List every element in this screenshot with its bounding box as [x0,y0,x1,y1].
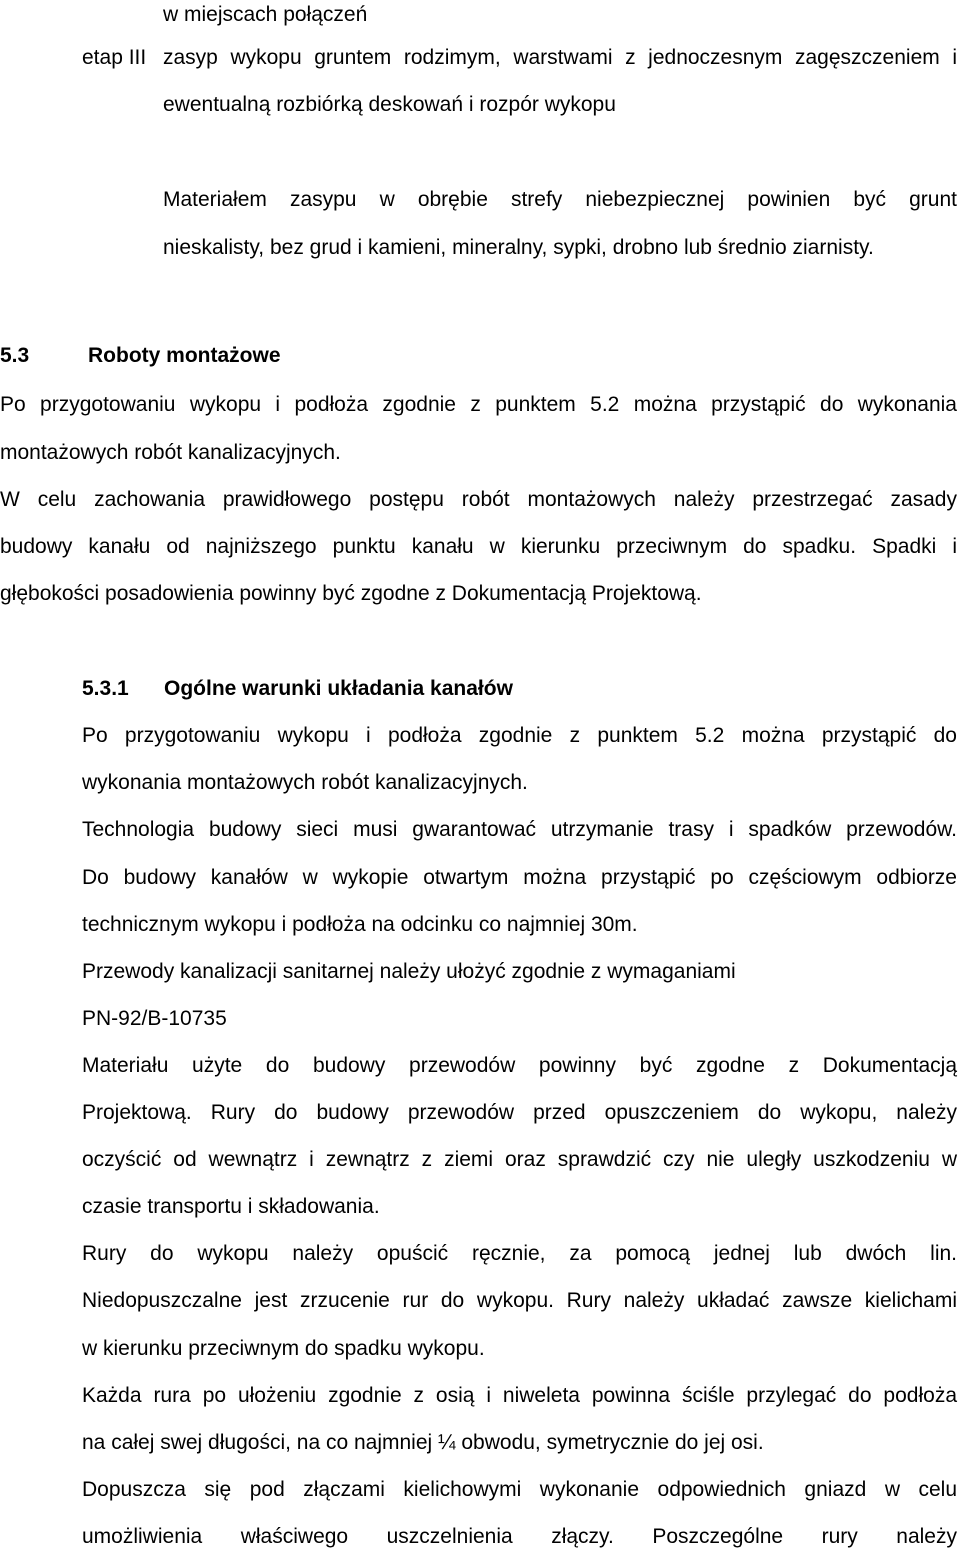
text-line: budowy kanału od najniższego punktu kanału w kierunku przeciwnym do spadku. Spadki i [0,535,957,558]
text-line: montażowych robót kanalizacyjnych. [0,441,341,464]
text-line: Po przygotowaniu wykopu i podłoża zgodnie z punktem 5.2 można przystąpić do [82,724,957,747]
text-line: Materiału użyte do budowy przewodów powinny być zgodne z Dokumentacją [82,1054,957,1077]
section-number: 5.3 [0,344,30,367]
text-line: Każda rura po ułożeniu zgodnie z osią i niweleta powinna ściśle przylegać do podłoża [82,1384,957,1407]
section-heading [0,342,281,370]
text-line: w kierunku przeciwnym do spadku wykopu. [82,1337,485,1360]
text-line: W celu zachowania prawidłowego postępu robót montażowych należy przestrzegać zasady [0,488,957,511]
text-line: wykonania montażowych robót kanalizacyjnych. [82,771,528,794]
text-line: PN-92/B-10735 [82,1007,227,1030]
text-line: Dopuszcza się pod złączami kielichowymi wykonanie odpowiednich gniazd w celu [82,1478,957,1501]
text-line: Technologia budowy sieci musi gwarantować utrzymanie trasy i spadków przewodów. [82,818,957,841]
subsection-title: Ogólne warunki układania kanałów [164,677,513,700]
text-line: umożliwienia właściwego uszczelnienia złączy. Poszczególne rury należy [82,1525,957,1548]
text-line: na całej swej długości, na co najmniej ¼ obwodu, symetrycznie do jej osi. [82,1431,764,1454]
subsection-heading [82,675,513,703]
text-line: Niedopuszczalne jest zrzucenie rur do wykopu. Rury należy układać zawsze kielichami [82,1289,957,1312]
subsection-number: 5.3.1 [82,677,129,700]
stage-label: etap III [82,46,147,69]
text-line: Projektową. Rury do budowy przewodów przed opuszczeniem do wykopu, należy [82,1101,957,1124]
text-line: oczyścić od wewnątrz i zewnątrz z ziemi oraz sprawdzić czy nie uległy uszkodzeniu w [82,1148,957,1171]
text-line: Po przygotowaniu wykopu i podłoża zgodnie z punktem 5.2 można przystąpić do wykonania [0,393,957,416]
text-line: Rury do wykopu należy opuścić ręcznie, za pomocą jednej lub dwóch lin. [82,1242,957,1265]
text-line: czasie transportu i składowania. [82,1195,380,1218]
text-line: Materiałem zasypu w obrębie strefy niebezpiecznej powinien być grunt [163,188,957,211]
section-title: Roboty montażowe [88,344,281,367]
text-line: głębokości posadowienia powinny być zgodne z Dokumentacją Projektową. [0,582,702,605]
text-line: zasyp wykopu gruntem rodzimym, warstwami z jednoczesnym zagęszczeniem i [163,46,957,69]
text-line: w miejscach połączeń [163,3,368,26]
text-line: ewentualną rozbiórką deskowań i rozpór wykopu [163,93,616,116]
text-line: Przewody kanalizacji sanitarnej należy ułożyć zgodnie z wymaganiami [82,960,736,983]
text-line: Do budowy kanałów w wykopie otwartym można przystąpić po częściowym odbiorze [82,866,957,889]
text-line: technicznym wykopu i podłoża na odcinku co najmniej 30m. [82,913,638,936]
text-line: nieskalisty, bez grud i kamieni, mineralny, sypki, drobno lub średnio ziarnisty. [163,236,874,259]
